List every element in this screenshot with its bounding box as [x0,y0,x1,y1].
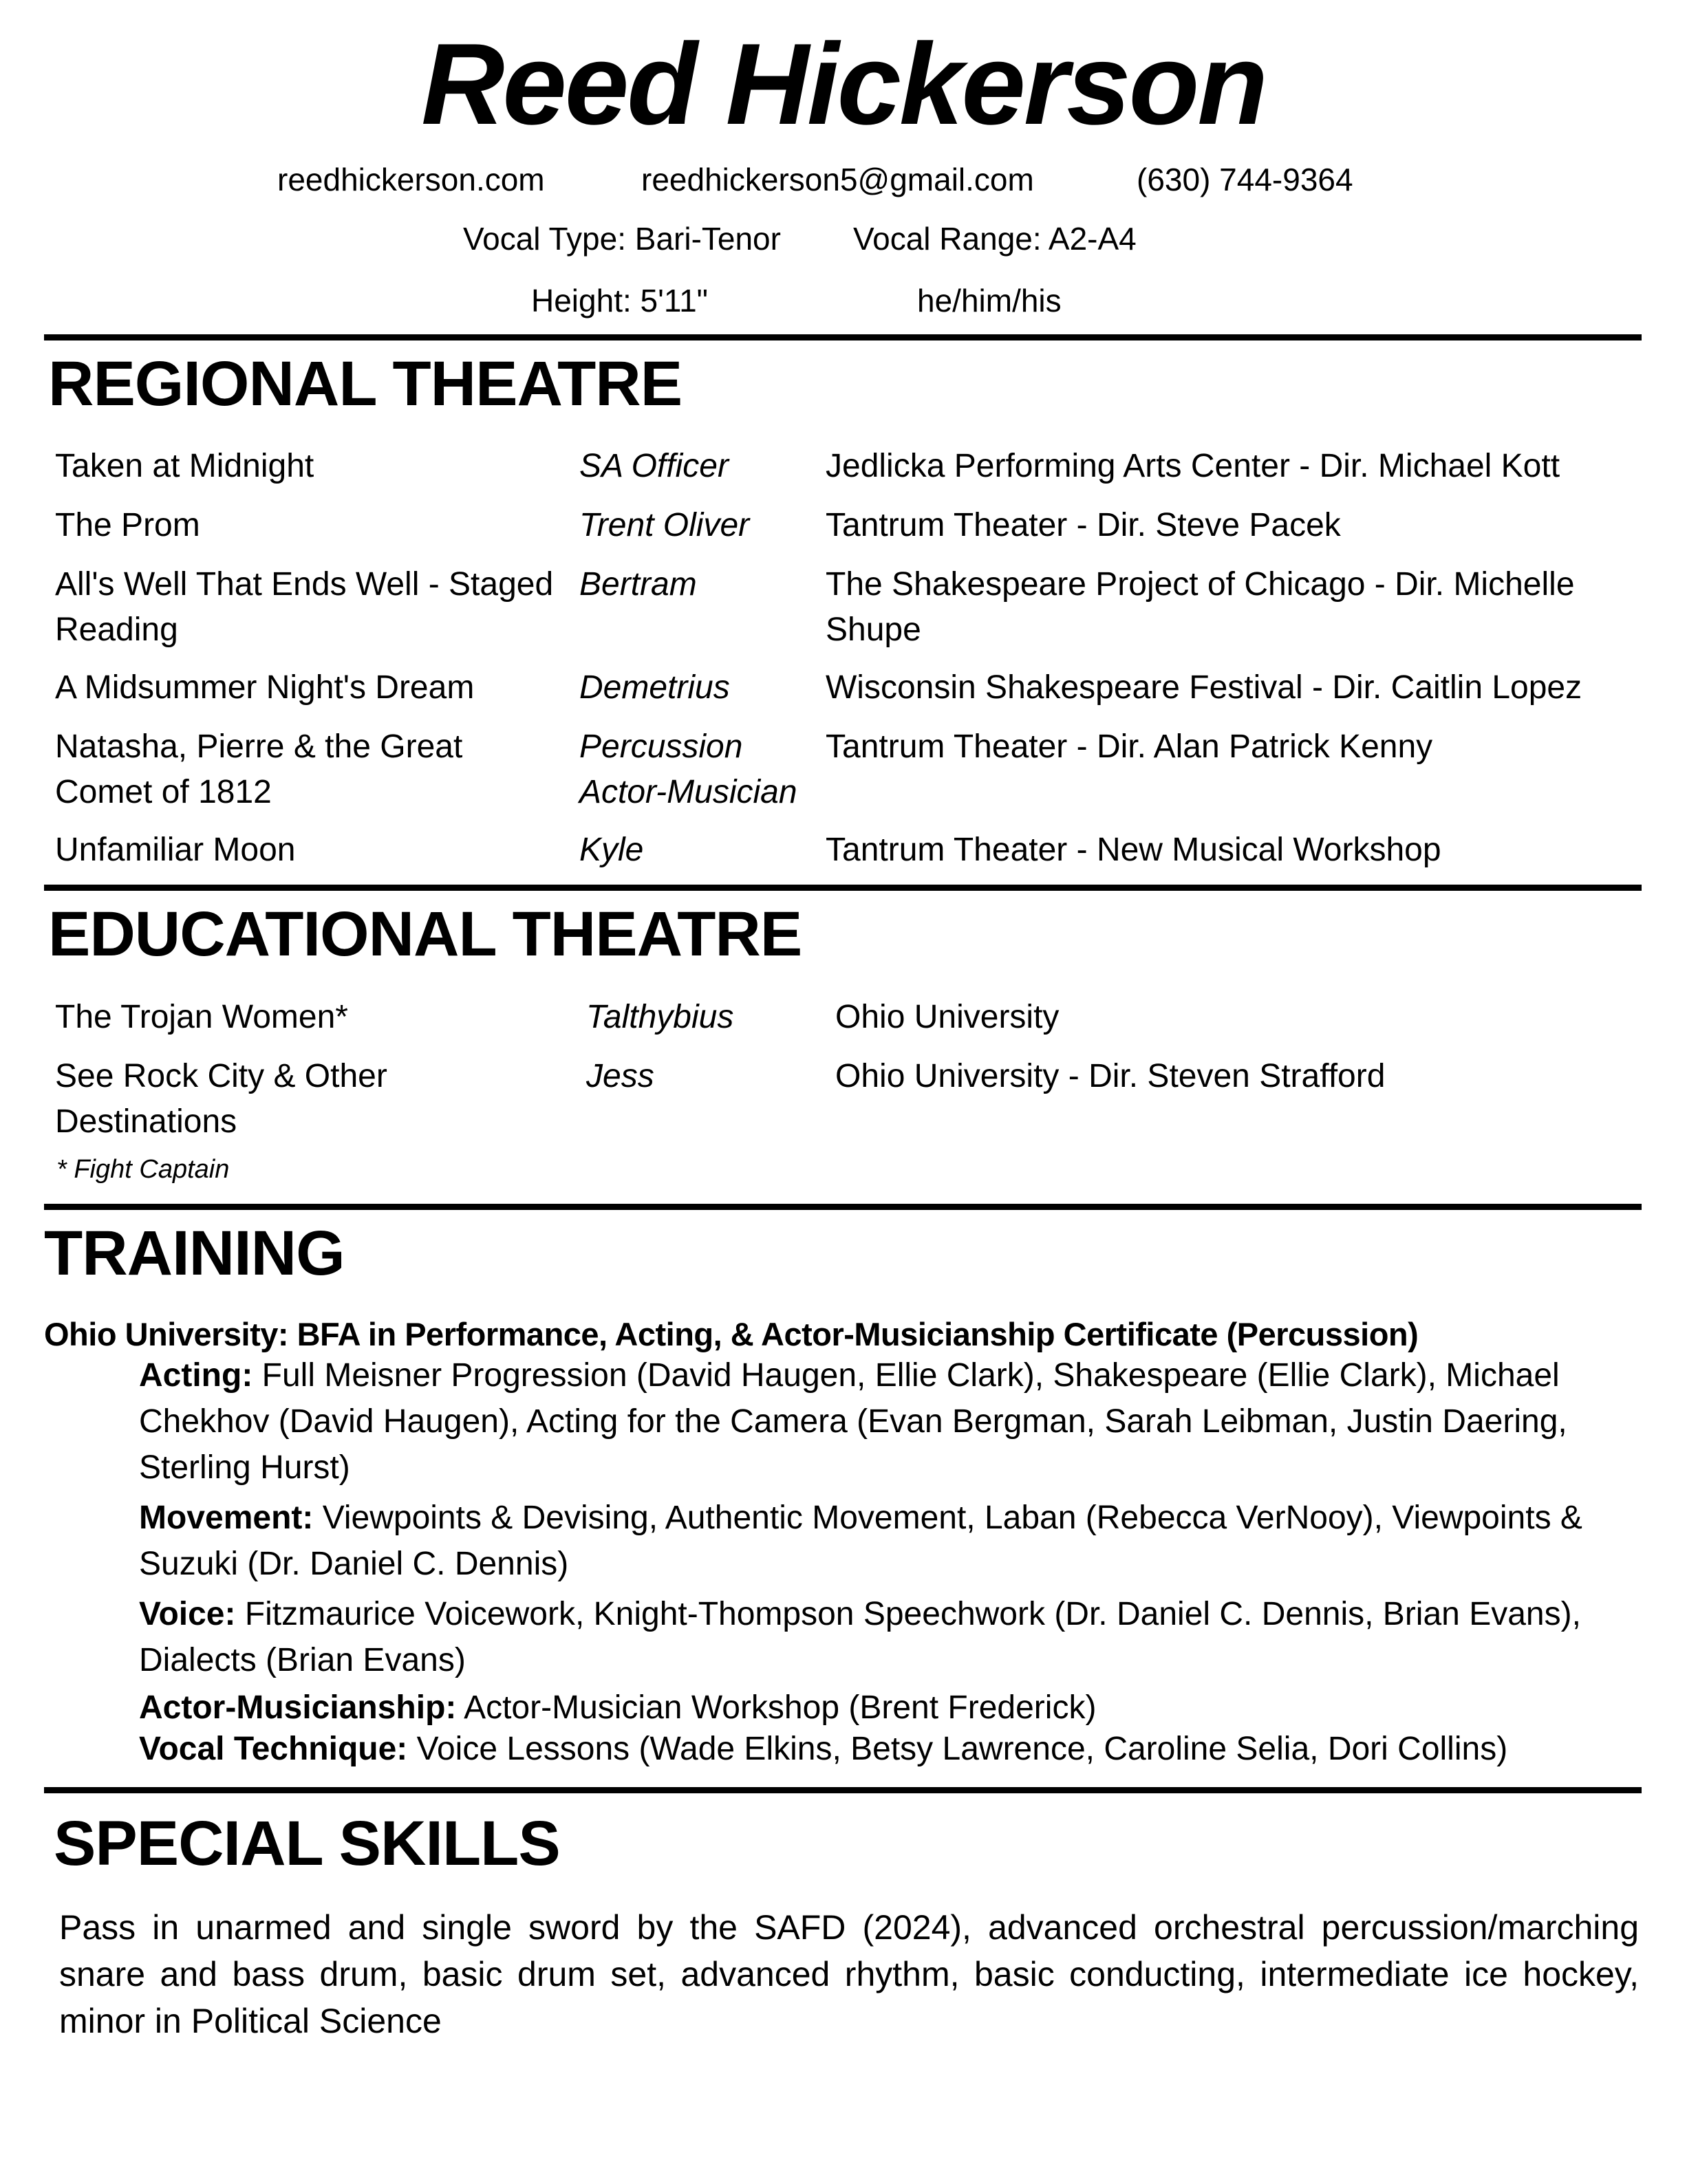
pronouns: he/him/his [917,283,1062,318]
venue: Jedlicka Performing Arts Center - Dir. Michael Kott [826,448,1560,484]
footnote: * Fight Captain [56,1155,230,1184]
skills-text: Pass in unarmed and single sword by the SAFD (2024), advanced orchestral percussion/marching snare and bass drum, basic drum set, advanced rhythm, basic conducting, intermediate ice hockey, minor in Political Science [59,1908,1639,2040]
role: Bertram [579,566,697,603]
educational-heading: EDUCATIONAL THEATRE [48,899,802,969]
training-label: Acting: [139,1357,253,1394]
email: reedhickerson5@gmail.com [641,162,1034,197]
divider [44,334,1642,340]
role: Jess [586,1058,654,1094]
height: Height: 5'11" [531,283,708,318]
role: Trent Oliver [579,507,750,543]
venue: Ohio University [835,999,1060,1035]
training-item [139,1495,1611,1587]
divider [44,885,1642,891]
show-title: All's Well That Ends Well - Staged Reading [55,566,554,648]
venue: The Shakespeare Project of Chicago - Dir. Michelle Shupe [826,566,1575,648]
training-school: Ohio University: BFA in Performance, Acting, & Actor-Musicianship Certificate (Percussion) [44,1316,1419,1352]
skills-heading: SPECIAL SKILLS [54,1808,560,1879]
training-text: Voice Lessons (Wade Elkins, Betsy Lawrence, Caroline Selia, Dori Collins) [407,1731,1508,1767]
training-item [139,1687,1611,1729]
divider [44,1204,1642,1210]
role: SA Officer [579,448,729,484]
role: Demetrius [579,669,730,706]
training-text: Actor-Musician Workshop (Brent Frederick) [456,1689,1097,1726]
vocal-range: Vocal Range: A2-A4 [853,221,1137,257]
role: Kyle [579,832,644,868]
show-title: A Midsummer Night's Dream [55,669,475,706]
divider [44,1787,1642,1793]
show-title: Taken at Midnight [55,448,314,484]
role: Percussion Actor-Musician [579,728,797,810]
venue: Tantrum Theater - Dir. Alan Patrick Kenny [826,728,1433,765]
training-label: Actor-Musicianship: [139,1689,457,1726]
show-title: Natasha, Pierre & the Great Comet of 1812 [55,728,463,810]
training-item [139,1729,1611,1770]
vocal-type: Vocal Type: Bari-Tenor [463,221,781,257]
training-label: Vocal Technique: [139,1731,408,1767]
venue: Tantrum Theater - New Musical Workshop [826,832,1441,868]
website: reedhickerson.com [277,162,545,197]
training-text: Full Meisner Progression (David Haugen, Ellie Clark), Shakespeare (Ellie Clark), Michael Chekhov (David Haugen), Acting for the Camera (Evan Bergman, Sarah Leibman, Justin Daering, Sterling Hurst) [139,1357,1567,1486]
show-title: The Trojan Women* [55,999,348,1035]
show-title: The Prom [55,507,200,543]
role: Talthybius [586,999,734,1035]
venue: Ohio University - Dir. Steven Strafford [835,1058,1386,1094]
training-item [139,1591,1611,1683]
regional-heading: REGIONAL THEATRE [48,349,683,419]
training-heading: TRAINING [44,1218,345,1288]
venue: Tantrum Theater - Dir. Steve Pacek [826,507,1341,543]
training-text: Viewpoints & Devising, Authentic Movement, Laban (Rebecca VerNooy), Viewpoints & Suzuki (Dr. Daniel C. Dennis) [139,1500,1582,1582]
resume-name: Reed Hickerson [421,19,1266,149]
training-label: Voice: [139,1596,236,1632]
phone: (630) 744-9364 [1137,162,1353,197]
show-title: See Rock City & Other Destinations [55,1058,387,1140]
training-list [139,1352,1611,1770]
training-item [139,1352,1611,1491]
training-text: Fitzmaurice Voicework, Knight-Thompson Speechwork (Dr. Daniel C. Dennis, Brian Evans), Dialects (Brian Evans) [139,1596,1581,1678]
venue: Wisconsin Shakespeare Festival - Dir. Caitlin Lopez [826,669,1582,706]
show-title: Unfamiliar Moon [55,832,296,868]
training-label: Movement: [139,1500,314,1536]
